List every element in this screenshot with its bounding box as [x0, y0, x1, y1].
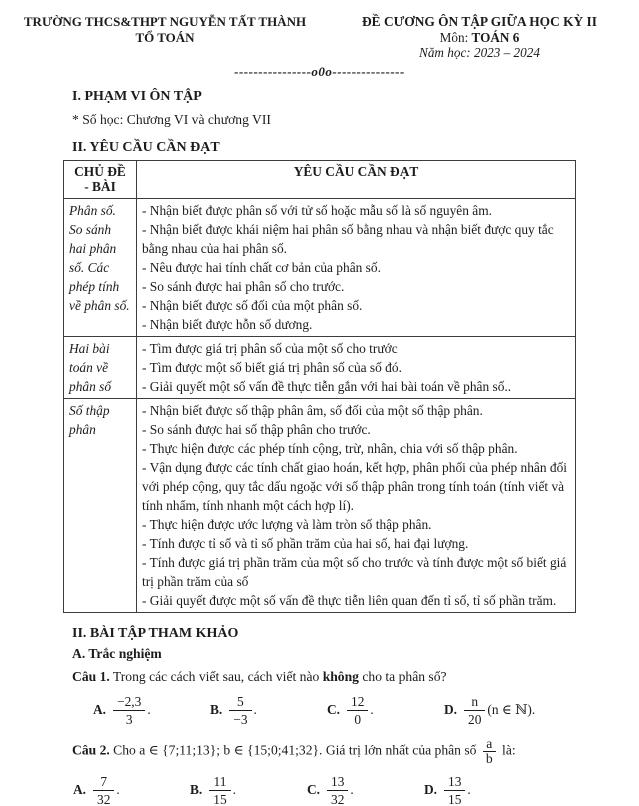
- answer-option: [210, 693, 327, 728]
- answer-option: [424, 773, 471, 806]
- school-name: TRƯỜNG THCS&THPT NGUYỄN TẤT THÀNH: [23, 14, 307, 29]
- fraction-numerator: a: [483, 737, 496, 752]
- fraction-numerator: 13: [444, 773, 465, 791]
- option-label: B.: [190, 782, 203, 797]
- question-1-bold-word: không: [322, 668, 359, 684]
- topic-cell: Số thập phân: [64, 398, 137, 612]
- fraction: [209, 773, 230, 806]
- requirement-item: - Giải quyết một số vấn đề thực tiễn gắn với hai bài toán về phân số..: [142, 378, 512, 394]
- option-suffix: .: [350, 782, 354, 797]
- requirements-table: [63, 160, 576, 613]
- document-header: [0, 0, 639, 61]
- school-year: Năm học: 2023 – 2024: [419, 45, 540, 60]
- fraction-numerator: 7: [93, 773, 114, 791]
- answer-option: [190, 773, 307, 806]
- subject-label: Môn:: [439, 29, 472, 45]
- section-heading-requirements: II. YÊU CẦU CẦN ĐẠT: [72, 139, 220, 155]
- table-header-topic-line1: CHỦ ĐỀ: [74, 163, 126, 179]
- fraction-denominator: 3: [125, 711, 133, 727]
- table-header-row: [64, 160, 576, 198]
- fraction-numerator: 11: [209, 773, 230, 791]
- requirement-item: - Vận dụng được các tính chất giao hoán, kết hợp, phân phối của phép nhân đối với phép cộng, quy tắc dấu ngoặc với số thập phân trong tính toán (tính viết và tính nhẩm, tính nhanh một cách hợp lí).: [142, 459, 568, 513]
- fraction: [464, 693, 485, 728]
- option-label: A.: [93, 702, 107, 717]
- requirement-item: - Nhận biết được số thập phân âm, số đối của một số thập phân.: [142, 402, 483, 418]
- fraction-denominator: 0: [354, 711, 362, 727]
- section-heading-scope: I. PHẠM VI ÔN TẬP: [72, 88, 202, 104]
- subject-value: TOÁN 6: [471, 29, 520, 45]
- document-body: [63, 89, 579, 806]
- option-suffix: .: [232, 782, 237, 797]
- answer-option: [444, 693, 535, 728]
- question-2-mid: . Giá trị lớn nhất của phân số: [319, 742, 480, 758]
- question-2-set-notation: a ∈ {7;11;13}; b ∈ {15;0;41;32}: [139, 742, 320, 758]
- requirement-item: - So sánh được hai phân số cho trước.: [142, 278, 345, 294]
- requirement-item: - Thực hiện được các phép tính cộng, trừ, nhân, chia với số thập phân.: [142, 440, 518, 456]
- table-header-requirements: YÊU CẦU CẦN ĐẠT: [137, 160, 576, 198]
- requirement-item: - Nhận biết được số đối của một phân số.: [142, 297, 363, 313]
- subsection-multiple-choice: A. Trắc nghiệm: [72, 645, 162, 661]
- requirement-item: - Tính được giá trị phần trăm của một số cho trước và tính được một số biết giá trị phần trăm của số: [142, 554, 567, 589]
- option-suffix: .: [253, 702, 257, 717]
- table-header-topic-line2: - BÀI: [84, 179, 116, 194]
- requirement-item: - Tìm được một số biết giá trị phân số của số đó.: [142, 359, 402, 375]
- fraction-denominator: 32: [97, 791, 111, 806]
- question-2-text: [72, 737, 579, 766]
- answer-option: [327, 693, 444, 728]
- answer-option: [307, 773, 424, 806]
- fraction: [327, 773, 348, 806]
- table-row: [64, 336, 576, 398]
- requirements-cell: [137, 336, 576, 398]
- option-suffix: .: [467, 782, 471, 797]
- fraction: [113, 693, 145, 728]
- table-row: [64, 398, 576, 612]
- requirement-item: - Thực hiện được ước lượng và làm tròn số thập phân.: [142, 516, 432, 532]
- answer-option: [93, 693, 210, 728]
- table-row: [64, 198, 576, 336]
- requirements-cell: [137, 398, 576, 612]
- option-label: D.: [444, 702, 458, 717]
- option-label: A.: [73, 782, 87, 797]
- requirement-item: - So sánh được hai số thập phân cho trước.: [142, 421, 371, 437]
- option-label: B.: [210, 702, 223, 717]
- fraction: [229, 693, 251, 728]
- requirement-item: - Giải quyết được một số vấn đề thực tiễn liên quan đến tỉ số, tỉ số phần trăm.: [142, 592, 557, 608]
- requirement-item: - Nhận biết được hỗn số dương.: [142, 316, 313, 332]
- fraction-denominator: 20: [468, 711, 482, 727]
- fraction-denominator: b: [485, 750, 493, 766]
- fraction: [483, 737, 496, 766]
- question-1-options: [63, 693, 579, 728]
- option-suffix: .: [147, 702, 151, 717]
- requirement-item: - Nêu được hai tính chất cơ bản của phân số.: [142, 259, 381, 275]
- option-suffix: .: [370, 702, 374, 717]
- option-label: C.: [327, 702, 341, 717]
- question-2-label: Câu 2.: [72, 742, 110, 758]
- question-1-text: [72, 667, 579, 686]
- fraction-numerator: −2,3: [113, 693, 145, 711]
- fraction-numerator: 13: [327, 773, 348, 791]
- document-title: ĐỀ CƯƠNG ÔN TẬP GIỮA HỌC KỲ II: [362, 14, 597, 29]
- option-suffix: (n ∈ ℕ).: [487, 702, 536, 717]
- fraction-denominator: 15: [213, 791, 227, 806]
- question-1-label: Câu 1.: [72, 668, 110, 684]
- department-name: TỔ TOÁN: [135, 30, 195, 45]
- fraction-denominator: 15: [448, 791, 462, 806]
- requirement-item: - Nhận biết được phân số với tử số hoặc mẫu số là số nguyên âm.: [142, 202, 492, 218]
- fraction-numerator: n: [464, 693, 485, 711]
- divider-ornament: ----------------o0o---------------: [234, 63, 405, 79]
- option-label: C.: [307, 782, 321, 797]
- requirement-item: - Nhận biết được khái niệm hai phân số bằng nhau và nhận biết được quy tắc bằng nhau của hai phân số.: [142, 221, 554, 256]
- fraction-numerator: 5: [229, 693, 251, 711]
- table-header-topic: [64, 160, 137, 198]
- fraction: [444, 773, 465, 806]
- scope-text: * Số học: Chương VI và chương VII: [72, 111, 271, 127]
- question-2-after: là:: [498, 742, 516, 758]
- question-1-before: Trong các cách viết sau, cách viết nào: [109, 668, 323, 684]
- question-1-after: cho ta phân số?: [358, 668, 447, 684]
- fraction-denominator: −3: [233, 711, 248, 727]
- requirement-item: - Tính được tỉ số và tỉ số phần trăm của hai số, hai đại lượng.: [142, 535, 469, 551]
- subject-line: [330, 30, 629, 46]
- question-2-options: [63, 773, 579, 806]
- topic-cell: Hai bài toán về phân số: [64, 336, 137, 398]
- fraction-denominator: 32: [331, 791, 345, 806]
- section-heading-exercises: II. BÀI TẬP THAM KHẢO: [72, 625, 239, 641]
- fraction: [347, 693, 368, 728]
- answer-option: [73, 773, 190, 806]
- topic-cell: Phân số. So sánh hai phân số. Các phép tính về phân số.: [64, 198, 137, 336]
- fraction-numerator: 12: [347, 693, 368, 711]
- requirements-cell: [137, 198, 576, 336]
- option-label: D.: [424, 782, 438, 797]
- title-block: [330, 14, 639, 61]
- requirement-item: - Tìm được giá trị phân số của một số cho trước: [142, 340, 398, 356]
- question-2-before: Cho: [109, 742, 140, 758]
- option-suffix: .: [116, 782, 120, 797]
- fraction: [93, 773, 114, 806]
- school-block: [0, 14, 330, 61]
